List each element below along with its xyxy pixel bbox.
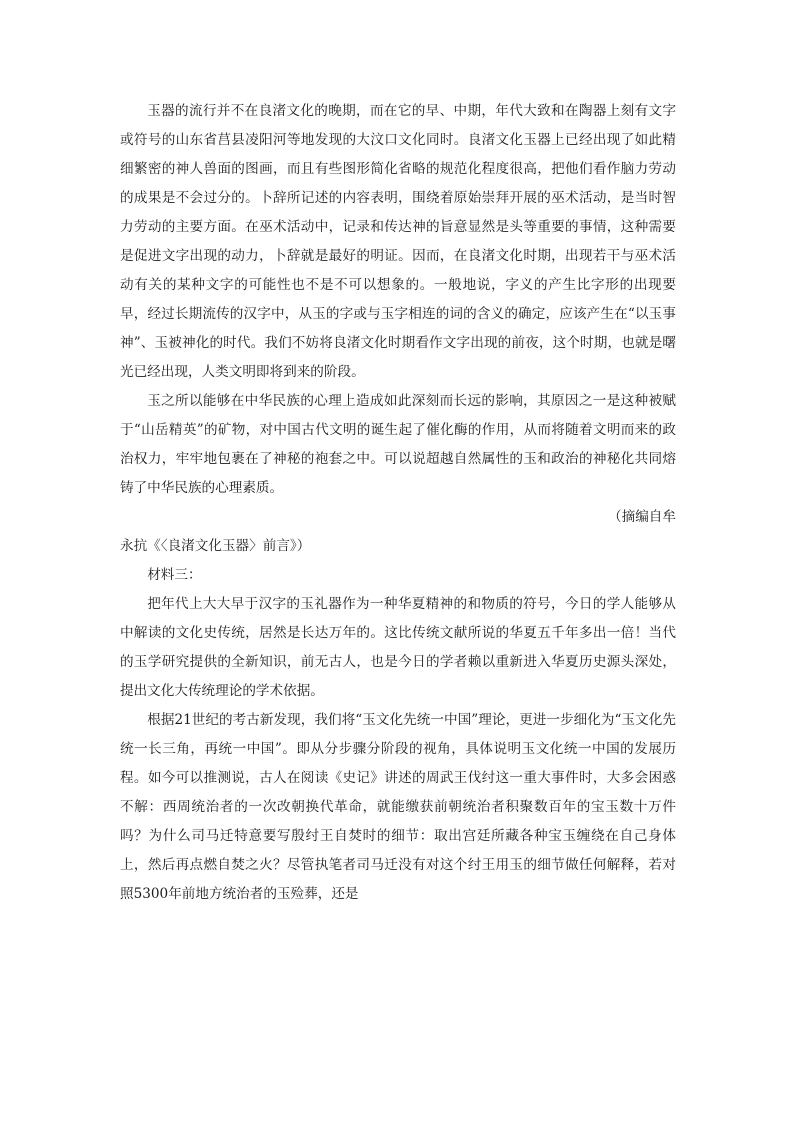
paragraph-jade-liangzhu: 玉器的流行并不在良渚文化的晚期，而在它的早、中期，年代大致和在陶器上刻有文字或符号的山东省莒县凌阳河等地发现的大汶口文化同时。良渚文化玉器上已经出现了如此精细繁密的神人兽面的图画，而且有些图形简化省略的规范化程度很高，把他们看作脑力劳动的成果是不会过分的。卜辞所记述的内容表明，围绕着原始崇拜开展的巫术活动，是当时智力劳动的主要方面。在巫术活动中，记录和传达神的旨意显然是头等重要的事情，这种需要是促进文字出现的动力，卜辞就是最好的明证。因而，在良渚文化时期，出现若干与巫术活动有关的某种文字的可能性也不是不可以想象的。一般地说，字义的产生比字形的出现要早，经过长期流传的汉字中，从玉的字或与玉字相连的词的含义的确定，应该产生在“以玉事神”、玉被神化的时代。我们不妨将良渚文化时期看作文字出现的前夜，这个时期，也就是曙光已经出现，人类文明即将到来的阶段。 — [120, 103, 676, 380]
material-three-label: 材料三： — [147, 567, 202, 583]
document-page — [120, 97, 676, 909]
paragraph-jade-ritual: 把年代上大大早于汉字的玉礼器作为一种华夏精神的和物质的符号，今日的学人能够从中解读的文化史传统，居然是长达万年的。这比传统文献所说的华夏五千年多出一倍！当代的玉学研究提供的全新知识，前无古人，也是今日的学者赖以重新进入华夏历史源头深处，提出文化大传统理论的学术依据。 — [120, 596, 676, 699]
source-citation-line-2: 永抗《〈良渚文化玉器〉前言》） — [120, 538, 311, 554]
paragraph-jade-psychology: 玉之所以能够在中华民族的心理上造成如此深刻而长远的影响，其原因之一是这种被赋于“山岳精英”的矿物，对中国古代文明的诞生起了催化酶的作用，从而将随着文明而来的政治权力，牢牢地包裹在了神秘的袍套之中。可以说超越自然属性的玉和政治的神秘化共同熔铸了中华民族的心理素质。 — [120, 393, 676, 496]
paragraph-archaeology: 根据21世纪的考古新发现，我们将“玉文化先统一中国”理论，更进一步细化为“玉文化先统一长三角，再统一中国”。即从分步骤分阶段的视角，具体说明玉文化统一中国的发展历程。如今可以推测说，古人在阅读《史记》讲述的周武王伐纣这一重大事件时，大多会困惑不解：西周统治者的一次改朝换代革命，就能缴获前朝统治者积聚数百年的宝玉数十万件吗？为什么司马迁特意要写殷纣王自焚时的细节：取出宫廷所藏各种宝玉缠绕在自己身体上，然后再点燃自焚之火？尽管执笔者司马迁没有对这个纣王用玉的细节做任何解释，若对照5300年前地方统治者的玉殓葬，还是 — [120, 712, 676, 902]
source-citation-line-1: （摘编自牟 — [608, 509, 676, 525]
